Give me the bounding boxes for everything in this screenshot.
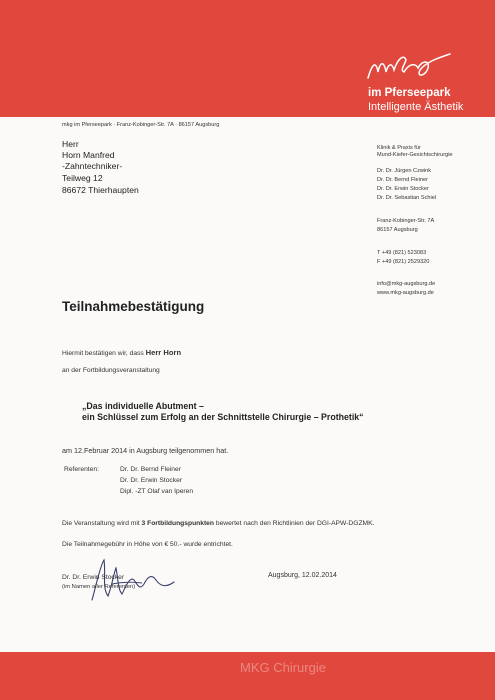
logo-name: im Pferseepark <box>368 87 451 99</box>
referee-item: Dr. Dr. Bernd Fleiner <box>120 466 181 473</box>
fee-line: Die Teilnahmegebühr in Höhe von € 50.- wurde entrichtet. <box>62 541 233 548</box>
referee-item: Dr. Dr. Erwin Stocker <box>120 477 183 484</box>
confirm-line <box>62 348 181 357</box>
date-line: am 12.Februar 2014 in Augsburg teilgenommen hat. <box>62 446 229 455</box>
signatory-name: Dr. Dr. Erwin Stocker <box>62 574 125 581</box>
referees-label: Referenten: <box>64 466 99 473</box>
course-title-line-1: „Das individuelle Abutment – <box>82 401 204 411</box>
participant-name: Herr Horn <box>145 348 182 357</box>
document-title: Teilnahmebestätigung <box>62 299 205 314</box>
clinic-web-link[interactable]: www.mkg-augsburg.de <box>377 290 434 296</box>
place-date: Augsburg, 12.02.2014 <box>268 572 337 579</box>
recipient-name: Horn Manfred <box>62 150 115 160</box>
course-title-line-2: ein Schlüssel zum Erfolg an der Schnittstelle Chirurgie – Prothetik“ <box>82 412 364 422</box>
points-bold: 3 Fortbildungspunkten <box>141 520 214 527</box>
recipient-city: 86672 Thierhaupten <box>62 185 139 195</box>
event-line: an der Fortbildungsveranstaltung <box>62 367 160 374</box>
clinic-doctor: Dr. Dr. Sebastian Schiel <box>377 195 437 201</box>
points-line <box>62 520 374 527</box>
clinic-doctor: Dr. Dr. Erwin Stocker <box>377 186 429 192</box>
confirm-prefix: Hiermit bestätigen wir, dass <box>62 350 146 357</box>
signatory-note: (im Namen aller Referenten) <box>62 584 136 590</box>
logo-script-text: mkg <box>404 65 408 67</box>
clinic-fax: F +49 (821) 2529320 <box>377 259 430 265</box>
recipient-salutation: Herr <box>62 139 79 149</box>
clinic-street: Franz-Kobinger-Str. 7A <box>377 218 435 224</box>
clinic-name-line-1: Klinik & Praxis für <box>377 145 421 151</box>
clinic-city: 86157 Augsburg <box>377 227 418 233</box>
recipient-street: Teilweg 12 <box>62 173 103 183</box>
clinic-email-link[interactable]: info@mkg-augsburg.de <box>377 281 436 287</box>
referee-item: Dipl. -ZT Olaf van Iperen <box>120 488 194 495</box>
points-prefix: Die Veranstaltung wird mit <box>62 520 142 527</box>
points-suffix: bewertet nach den Richtlinien der DGI-APW-DGZMK. <box>214 520 375 527</box>
recipient-profession: -Zahntechniker- <box>62 161 123 171</box>
clinic-doctor: Dr. Dr. Bernd Fleiner <box>377 177 428 183</box>
sender-line: mkg im Pferseepark · Franz-Kobinger-Str. 7A · 86157 Augsburg <box>62 122 220 128</box>
clinic-doctor: Dr. Dr. Jürgen Czwink <box>377 168 432 174</box>
footer-watermark: MKG Chirurgie <box>240 660 326 675</box>
clinic-name-line-2: Mund-Kiefer-Gesichtschirurgie <box>377 152 453 158</box>
logo-subtitle: Intelligente Ästhetik <box>368 101 464 113</box>
clinic-phone: T +49 (821) 523083 <box>377 250 427 256</box>
mkg-logo-icon <box>364 50 454 84</box>
